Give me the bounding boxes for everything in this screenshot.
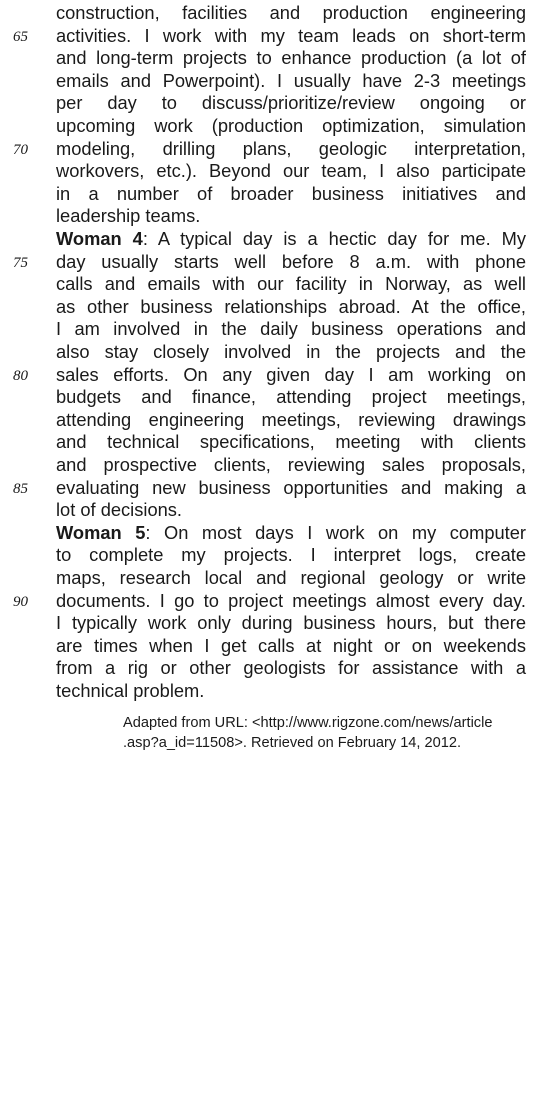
source-citation-line: .asp?a_id=11508>. Retrieved on February 14, 2012. [123, 735, 462, 751]
passage-line: I typically work only during business hours, but there [56, 612, 526, 633]
passage-line: construction, facilities and production engineering [56, 2, 526, 23]
passage-line: from a rig or other geologists for assistance with a [56, 657, 526, 678]
passage-line-text: : A typical day is a hectic day for me. My [142, 228, 526, 249]
passage-line: technical problem. [56, 680, 205, 701]
passage-line: also stay closely involved in the projects and the [56, 341, 526, 362]
passage-line: are times when I get calls at night or on weekends [56, 635, 526, 656]
line-number: 75 [13, 255, 28, 271]
line-number: 85 [13, 481, 28, 497]
passage-line: leadership teams. [56, 205, 201, 226]
line-number: 65 [13, 29, 28, 45]
passage-line: in a number of broader business initiatives and [56, 183, 526, 204]
passage-line: budgets and finance, attending project meetings, [56, 386, 526, 407]
passage-line: attending engineering meetings, reviewing drawings [56, 409, 526, 430]
passage-line: and prospective clients, reviewing sales proposals, [56, 454, 526, 475]
passage-line-speaker [56, 521, 526, 544]
passage-line: and long-term projects to enhance production (a lot of [56, 47, 526, 68]
passage-line: I am involved in the daily business operations and [56, 318, 526, 339]
passage-line: evaluating new business opportunities and making a [56, 477, 526, 498]
passage-line-text: : On most days I work on my computer [145, 522, 526, 543]
passage-line: documents. I go to project meetings almost every day. [56, 590, 526, 611]
passage-line: maps, research local and regional geology or write [56, 567, 526, 588]
passage-line: workovers, etc.). Beyond our team, I also participate [56, 160, 526, 181]
passage-line: to complete my projects. I interpret logs, create [56, 544, 526, 565]
line-number: 90 [13, 594, 28, 610]
passage-line: emails and Powerpoint). I usually have 2-3 meetings [56, 70, 526, 91]
speaker-label: Woman 5 [56, 522, 146, 543]
passage-line: upcoming work (production optimization, simulation [56, 115, 526, 136]
source-citation-line: Adapted from URL: <http://www.rigzone.com/news/article [123, 715, 493, 731]
passage-line: sales efforts. On any given day I am working on [56, 364, 526, 385]
line-number: 80 [13, 368, 28, 384]
passage-line: and technical specifications, meeting with clients [56, 431, 526, 452]
passage-line: calls and emails with our facility in Norway, as well [56, 273, 526, 294]
passage-line: as other business relationships abroad. At the office, [56, 296, 526, 317]
source-citation [123, 713, 543, 753]
passage-line-speaker [56, 227, 526, 250]
passage-line: day usually starts well before 8 a.m. with phone [56, 251, 526, 272]
passage-line: activities. I work with my team leads on short-term [56, 25, 526, 46]
line-number: 70 [13, 142, 28, 158]
speaker-label: Woman 4 [56, 228, 143, 249]
passage-line: lot of decisions. [56, 499, 183, 520]
passage-line: per day to discuss/prioritize/review ongoing or [56, 92, 526, 113]
passage-line: modeling, drilling plans, geologic interpretation, [56, 138, 526, 159]
